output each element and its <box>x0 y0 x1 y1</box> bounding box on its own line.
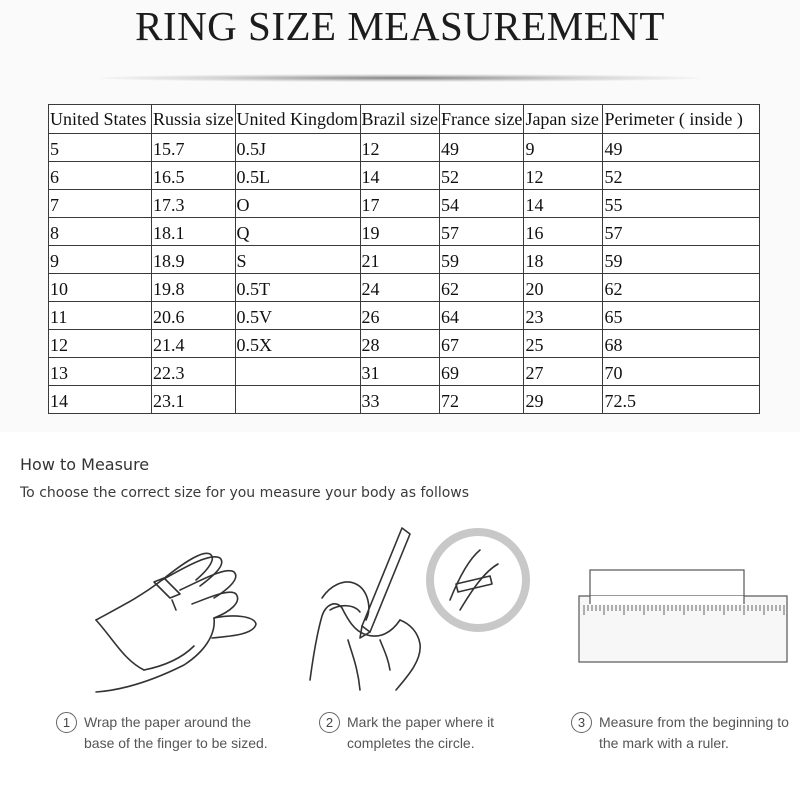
table-cell: 11 <box>49 302 152 330</box>
table-cell: 9 <box>524 134 603 162</box>
table-cell: 69 <box>439 358 523 386</box>
table-cell: 18.9 <box>152 246 236 274</box>
step-text <box>347 712 494 754</box>
table-cell: 14 <box>360 162 439 190</box>
step-number-badge: 1 <box>56 712 77 733</box>
step-number-badge: 3 <box>571 712 592 733</box>
table-cell: 22.3 <box>152 358 236 386</box>
table-cell: 16.5 <box>152 162 236 190</box>
ruler-icon <box>578 568 790 668</box>
table-cell: 33 <box>360 386 439 414</box>
table-cell: 24 <box>360 274 439 302</box>
table-row <box>49 330 760 358</box>
column-header: Perimeter ( inside ) <box>603 105 760 134</box>
table-cell: 52 <box>603 162 760 190</box>
table-cell: 65 <box>603 302 760 330</box>
how-to-measure-subtitle: To choose the correct size for you measure your body as follows <box>20 485 470 501</box>
table-cell: 16 <box>524 218 603 246</box>
page-title: RING SIZE MEASUREMENT <box>135 3 665 49</box>
table-cell: 20.6 <box>152 302 236 330</box>
table-cell: 8 <box>49 218 152 246</box>
step-line: Measure from the beginning to <box>599 714 789 730</box>
table-row <box>49 190 760 218</box>
table-cell: 26 <box>360 302 439 330</box>
table-cell: 18 <box>524 246 603 274</box>
table-cell: 23.1 <box>152 386 236 414</box>
table-cell: 12 <box>360 134 439 162</box>
table-cell: Q <box>235 218 360 246</box>
table-row <box>49 302 760 330</box>
table-cell: 25 <box>524 330 603 358</box>
hand-mark-paper-icon <box>300 520 530 710</box>
table-cell: 17 <box>360 190 439 218</box>
step-line: Wrap the paper around the <box>84 714 252 730</box>
step-number-badge: 2 <box>319 712 340 733</box>
table-row <box>49 246 760 274</box>
table-cell: 49 <box>439 134 523 162</box>
table-cell: 55 <box>603 190 760 218</box>
step-line: base of the finger to be sized. <box>84 735 268 751</box>
table-cell: 72 <box>439 386 523 414</box>
table-cell: 67 <box>439 330 523 358</box>
how-to-measure-heading: How to Measure <box>20 455 150 474</box>
table-cell: 12 <box>49 330 152 358</box>
table-cell: 54 <box>439 190 523 218</box>
table-cell: 13 <box>49 358 152 386</box>
table-cell: 62 <box>439 274 523 302</box>
column-header: Brazil size <box>360 105 439 134</box>
table-cell <box>235 358 360 386</box>
table-cell: 0.5T <box>235 274 360 302</box>
hand-wrap-paper-icon <box>84 540 264 705</box>
table-cell: 14 <box>524 190 603 218</box>
table-row <box>49 162 760 190</box>
table-cell: 19 <box>360 218 439 246</box>
table-cell: 59 <box>603 246 760 274</box>
table-cell: O <box>235 190 360 218</box>
table-cell: 68 <box>603 330 760 358</box>
table-cell: 57 <box>439 218 523 246</box>
step-text <box>599 712 789 754</box>
table-cell: 0.5V <box>235 302 360 330</box>
table-cell: 15.7 <box>152 134 236 162</box>
table-row <box>49 386 760 414</box>
table-cell: 0.5J <box>235 134 360 162</box>
table-cell: 21.4 <box>152 330 236 358</box>
table-cell: 6 <box>49 162 152 190</box>
title-divider <box>100 74 700 82</box>
table-row <box>49 274 760 302</box>
table-row <box>49 358 760 386</box>
table-cell: S <box>235 246 360 274</box>
step-line: the mark with a ruler. <box>599 735 729 751</box>
table-cell: 62 <box>603 274 760 302</box>
table-cell: 31 <box>360 358 439 386</box>
table-cell: 29 <box>524 386 603 414</box>
table-cell: 59 <box>439 246 523 274</box>
step-text <box>84 712 268 754</box>
table-cell: 27 <box>524 358 603 386</box>
table-cell: 21 <box>360 246 439 274</box>
table-cell: 72.5 <box>603 386 760 414</box>
step-line: completes the circle. <box>347 735 475 751</box>
column-header: United Kingdom <box>235 105 360 134</box>
table-cell: 64 <box>439 302 523 330</box>
table-cell: 28 <box>360 330 439 358</box>
step-line: Mark the paper where it <box>347 714 495 730</box>
table-cell: 57 <box>603 218 760 246</box>
table-cell: 10 <box>49 274 152 302</box>
column-header: France size <box>439 105 523 134</box>
table-row <box>49 134 760 162</box>
table-cell: 12 <box>524 162 603 190</box>
table-cell: 5 <box>49 134 152 162</box>
table-cell: 23 <box>524 302 603 330</box>
table-row <box>49 218 760 246</box>
table-cell: 19.8 <box>152 274 236 302</box>
table-cell: 20 <box>524 274 603 302</box>
column-header: Japan size <box>524 105 603 134</box>
table-cell: 0.5L <box>235 162 360 190</box>
table-cell: 0.5X <box>235 330 360 358</box>
table-cell: 70 <box>603 358 760 386</box>
ring-size-table <box>48 104 760 414</box>
table-cell: 14 <box>49 386 152 414</box>
table-cell: 9 <box>49 246 152 274</box>
column-header: United States <box>49 105 152 134</box>
table-cell <box>235 386 360 414</box>
table-cell: 49 <box>603 134 760 162</box>
table-header-row <box>49 105 760 134</box>
table-cell: 52 <box>439 162 523 190</box>
table-cell: 17.3 <box>152 190 236 218</box>
column-header: Russia size <box>152 105 236 134</box>
table-cell: 7 <box>49 190 152 218</box>
table-cell: 18.1 <box>152 218 236 246</box>
